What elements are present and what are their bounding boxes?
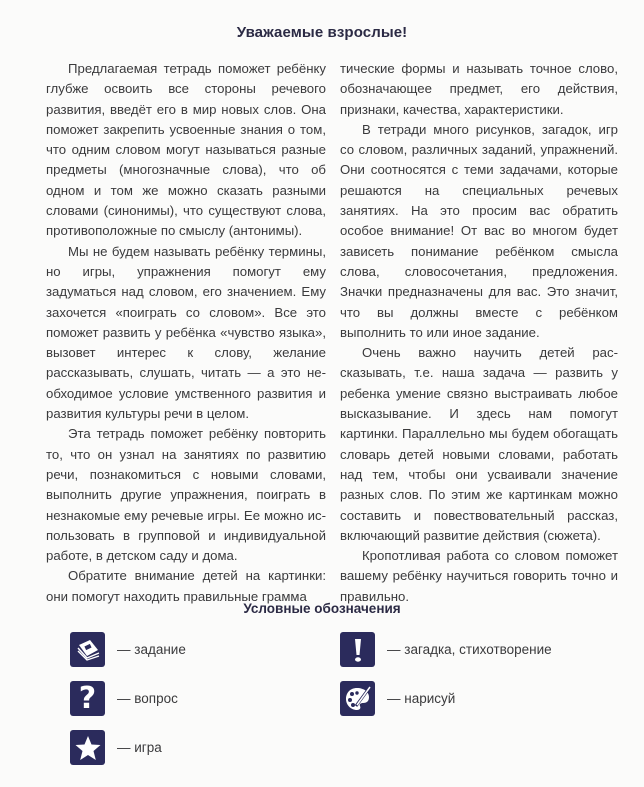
legend-label: — задание — [117, 642, 186, 657]
paragraph: Предлагаемая тетрадь поможет ребёнку глубже освоить все стороны речевого развития, введёт его в мир новых слов. Она поможет закрепить усвоенные знания о том, что одним словом могут называться разные предметы (многозначные слова), что об одном и том же можно сказать разными словами (синонимы), что существуют слова, противоположные по смыслу (антонимы). — [46, 61, 326, 239]
legend-label: — вопрос — [117, 691, 178, 706]
question-mark-icon: ? — [70, 681, 105, 716]
legend-item-game — [70, 730, 162, 765]
book-icon — [70, 632, 105, 667]
paragraph: Мы не будем называть ребёнку термины, но игры, упражнения помогут ему задуматься над словом, его значением. Ему захочется «поиграть со словом». Все это поможет развить у ребёнка «чувство языка», вызовет интерес к слову, желание рассказывать, слушать, читать — а это необходимое условие умственного развития и развития культуры речи в целом. — [46, 243, 326, 422]
legend-item-riddle — [340, 632, 552, 667]
paragraph: Обратите внимание детей на картинки: они помогут находить правильные грамма — [46, 568, 326, 604]
palette-icon — [340, 681, 375, 716]
page-title: Уважаемые взрослые! — [236, 24, 408, 41]
left-column — [46, 59, 326, 607]
exclamation-mark-icon — [340, 632, 375, 667]
legend-label: — игра — [117, 740, 162, 755]
legend-item-task — [70, 632, 186, 667]
legend-label: — загадка, стихотворение — [387, 642, 552, 657]
right-column — [340, 59, 618, 607]
legend-title: Условные обозначения — [243, 601, 401, 616]
paragraph: тические формы и называть точное слово, обозначающее предмет, его действия, признаки, качества, характеристики. — [340, 61, 618, 117]
paragraph: Эта тетрадь поможет ребёнку повторить то, что он узнал на занятиях по развитию речи, познакомиться с новыми словами, выполнить другие упражнения, поиграть в незнакомые ему речевые игры. Ее можно использовать в групповой и индивидуальной работе, в детском саду и дома. — [46, 426, 326, 564]
paragraph: Кропотливая работа со словом поможет вашему ребёнку научиться говорить точно и правильно. — [340, 548, 618, 604]
legend-item-question — [70, 681, 178, 716]
paragraph: В тетради много рисунков, загадок, игр со словом, различных заданий, упражнений. Они соотносятся с теми задачами, которые решаются на специальных речевых занятиях. На это просим вас обратить особое внимание! От вас во многом будет зависеть понимание ребёнком смысла слова, словосочетания, предложения. Значки предназначены для вас. Это значит, что вы должны вместе с ребёнком выполнить то или иное задание. — [340, 121, 618, 340]
paragraph: Очень важно научить детей рассказывать, т.е. наша задача — развить у ребенка умение связно выстраивать любое высказывание. И здесь нам помогут картинки. Параллельно мы будем обогащать словарь детей новыми словами, работать над тем, чтобы они усваивали значение разных слов. По этим же картинкам можно составить и повествовательный рассказ, включающий развитие действия (сюжета). — [340, 345, 618, 543]
legend-item-draw — [340, 681, 455, 716]
star-icon — [70, 730, 105, 765]
legend-label: — нарисуй — [387, 691, 456, 706]
